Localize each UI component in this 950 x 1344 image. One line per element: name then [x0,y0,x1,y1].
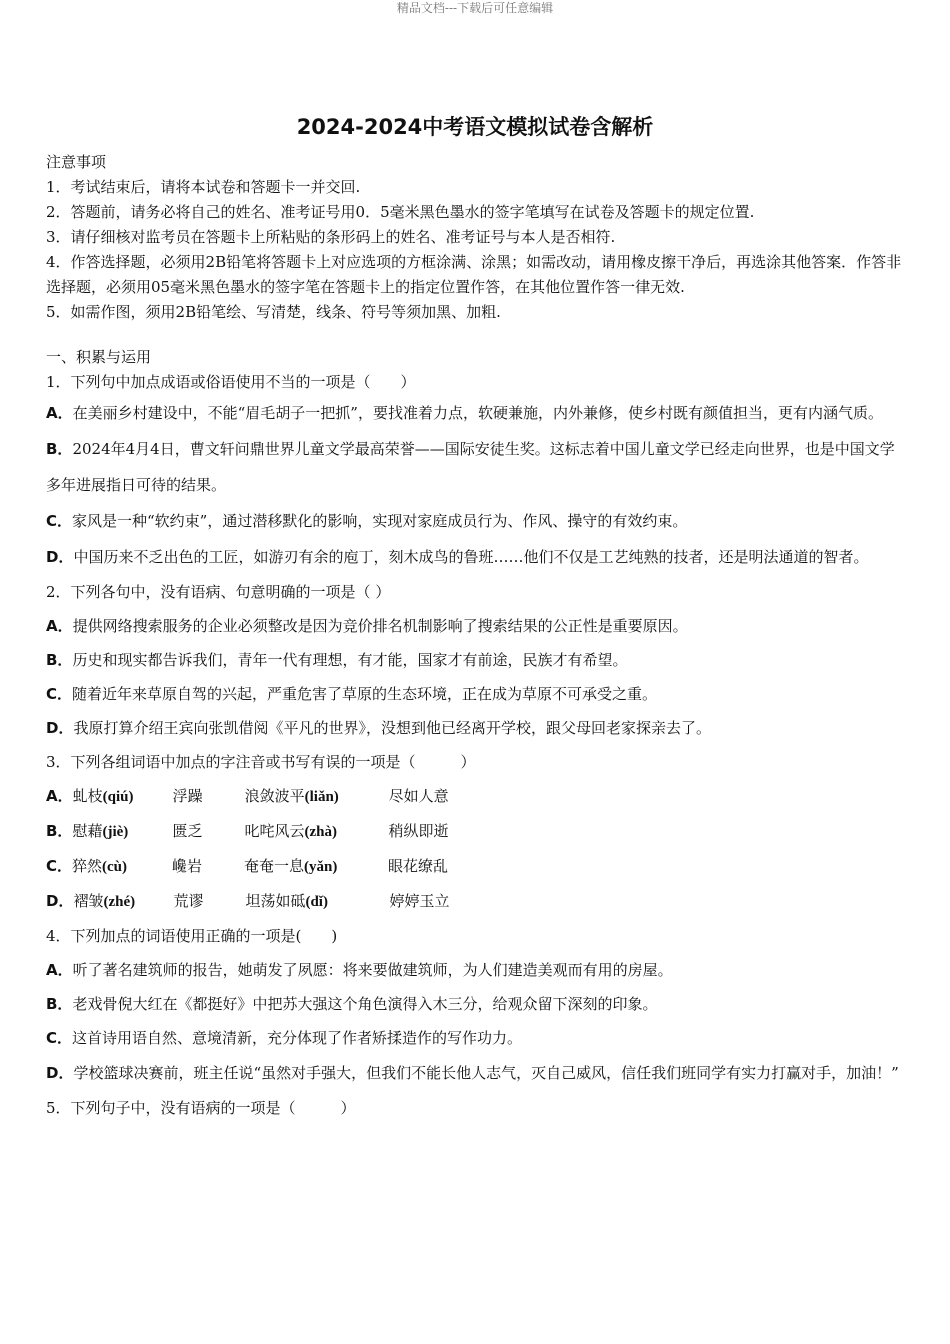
option-label: B． [46,440,73,458]
word-3: 坦荡如砥(dǐ) [245,892,328,910]
option-b [46,431,902,503]
option-c [46,503,902,539]
option-label: D． [46,892,74,910]
option-label: B． [46,822,73,840]
option-label: B． [46,651,73,669]
question-2 [46,575,902,745]
option-label: A． [46,404,73,422]
option-text: 老戏骨倪大红在《都挺好》中把苏大强这个角色演得入木三分，给观众留下深刻的印象。 [72,995,658,1013]
document-body [46,150,902,1125]
question-4 [46,919,902,1091]
question-stem: 5．下列句子中，没有语病的一项是（ ） [46,1099,356,1117]
word-1: 虬枝(qiú) [72,787,134,805]
option-text: 中国历来不乏出色的工匠，如游刃有余的庖丁，刻木成鸟的鲁班……他们不仅是工艺纯熟的技者，还是明法通道的智者。 [73,548,869,566]
option-c [46,849,902,884]
option-b [46,643,902,677]
notice-item: 4．作答选择题，必须用2B铅笔将答题卡上对应选项的方框涂满、涂黑；如需改动，请用橡皮擦干净后，再选涂其他答案．作答非选择题，必须用05毫米黑色墨水的签字笔在答题卡上的指定位置作答，在其他位置作答一律无效. [46,253,902,296]
option-d [46,884,902,919]
option-label: D． [46,719,74,737]
option-a [46,953,902,987]
option-text: 学校篮球决赛前，班主任说“虽然对手强大，但我们不能长他人志气，灭自己威风，信任我们班同学有实力打赢对手，加油！” [73,1064,899,1082]
option-label: A． [46,617,73,635]
option-label: A． [46,961,73,979]
word-1: 慰藉(jiè) [72,822,129,840]
notice-item: 2．答题前，请务必将自己的姓名、准考证号用0．5毫米黑色墨水的签字笔填写在试卷及答题卡的规定位置. [46,203,755,221]
option-label: D． [46,548,74,566]
option-d [46,1055,902,1091]
option-text: 历史和现实都告诉我们，青年一代有理想，有才能，国家才有前途，民族才有希望。 [72,651,628,669]
word-4: 眼花缭乱 [388,857,449,875]
notice-heading: 注意事项 [46,153,107,171]
notice-section [46,150,902,325]
option-d [46,539,902,575]
question-5 [46,1091,902,1125]
word-3: 奄奄一息(yǎn) [244,857,338,875]
option-d [46,711,902,745]
option-text: 在美丽乡村建设中，不能“眉毛胡子一把抓”，要找准着力点，软硬兼施，内外兼修，使乡村既有颜值担当，更有内涵气质。 [72,404,883,422]
notice-item: 5．如需作图，须用2B铅笔绘、写清楚，线条、符号等须加黑、加粗. [46,303,501,321]
word-1: 褶皱(zhé) [73,892,136,910]
option-b [46,987,902,1021]
word-4: 婷婷玉立 [389,892,450,910]
section-title: 一、积累与运用 [46,348,152,366]
option-text: 这首诗用语自然、意境清新，充分体现了作者矫揉造作的写作功力。 [72,1029,523,1047]
question-1 [46,370,902,575]
word-2: 荒谬 [173,892,204,910]
option-label: C． [46,685,73,703]
word-2: 巉岩 [172,857,203,875]
question-stem: 3．下列各组词语中加点的字注音或书写有误的一项是（ ） [46,753,476,771]
option-text: 家风是一种“软约束”，通过潜移默化的影响，实现对家庭成员行为、作风、操守的有效约束。 [72,512,688,530]
question-3 [46,745,902,919]
option-c [46,1021,902,1055]
page-title: 2024-2024中考语文模拟试卷含解析 [296,115,654,139]
word-3: 叱咤风云(zhà) [244,822,337,840]
option-c [46,677,902,711]
option-b [46,814,902,849]
word-2: 匮乏 [172,822,203,840]
option-text: 我原打算介绍王宾向张凯借阅《平凡的世界》，没想到他已经离开学校，跟父母回老家探亲去了。 [73,719,711,737]
option-text: 随着近年来草原自驾的兴起，严重危害了草原的生态环境，正在成为草原不可承受之重。 [72,685,658,703]
option-text: 2024年4月4日，曹文轩问鼎世界儿童文学最高荣誉——国际安徒生奖。这标志着中国儿童文学已经走向世界，也是中国文学多年进展指日可待的结果。 [46,440,895,494]
option-label: A． [46,787,73,805]
word-2: 浮躁 [172,787,203,805]
option-label: D． [46,1064,74,1082]
question-stem: 4．下列加点的词语使用正确的一项是( ) [46,927,338,945]
notice-item: 3．请仔细核对监考员在答题卡上所粘贴的条形码上的姓名、准考证号与本人是否相符. [46,228,616,246]
question-stem: 1．下列句中加点成语或俗语使用不当的一项是（ ） [46,373,416,391]
notice-item: 1．考试结束后，请将本试卷和答题卡一并交回. [46,178,361,196]
option-text: 听了著名建筑师的报告，她萌发了夙愿：将来要做建筑师，为人们建造美观而有用的房屋。 [72,961,673,979]
header-note: 精品文档---下载后可任意编辑 [396,1,554,15]
option-label: C． [46,1029,73,1047]
word-4: 尽如人意 [388,787,449,805]
word-3: 浪敛波平(liǎn) [244,787,339,805]
option-label: B． [46,995,73,1013]
question-stem: 2．下列各句中，没有语病、句意明确的一项是（ ） [46,583,391,601]
word-1: 猝然(cù) [72,857,128,875]
option-label: C． [46,857,73,875]
option-a [46,779,902,814]
option-a [46,395,902,431]
option-text: 提供网络搜索服务的企业必须整改是因为竞价排名机制影响了搜索结果的公正性是重要原因。 [72,617,688,635]
option-label: C． [46,512,73,530]
option-a [46,609,902,643]
word-4: 稍纵即逝 [388,822,449,840]
